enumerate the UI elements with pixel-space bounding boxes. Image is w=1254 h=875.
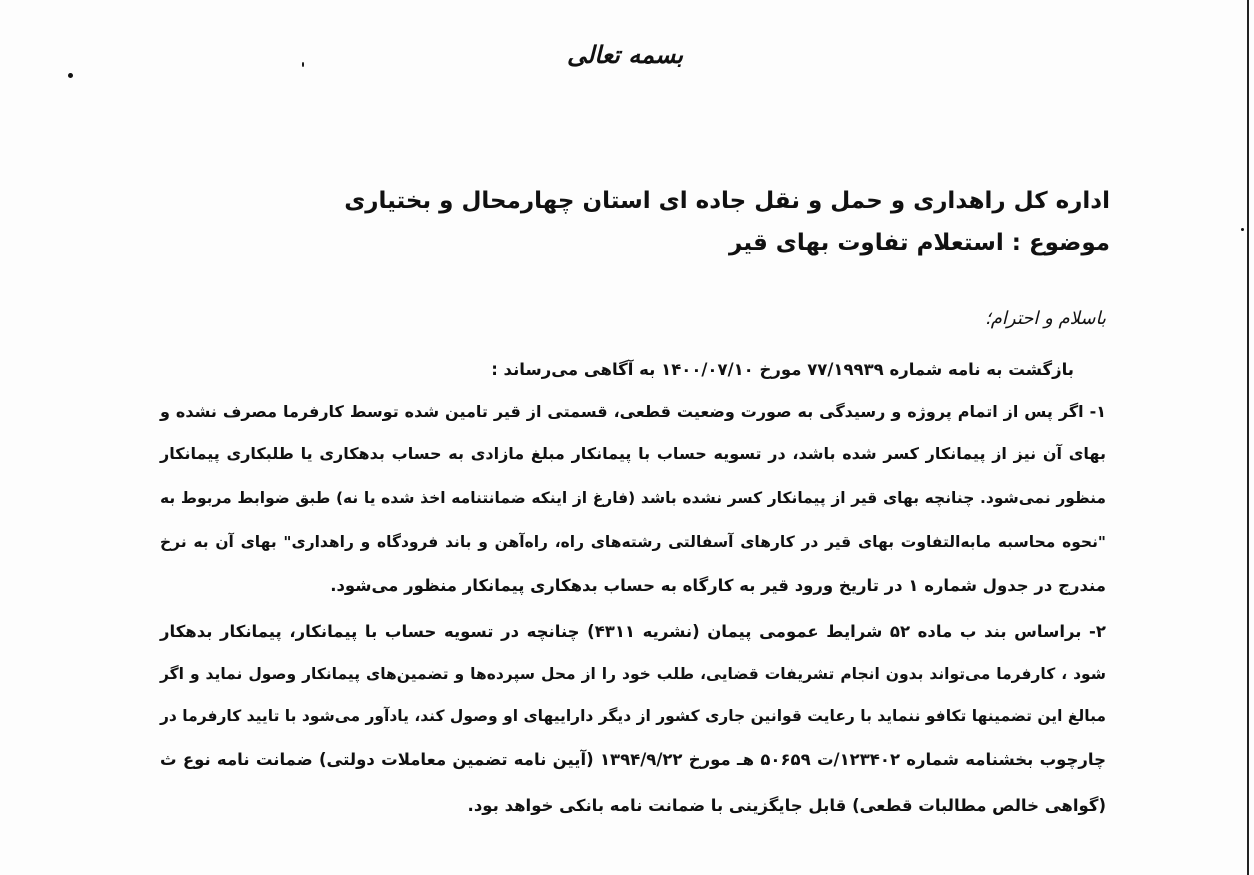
paragraph2-line: (گواهی خالص مطالبات قطعی) قابل جایگزینی با ضمانت نامه بانکی خواهد بود.	[467, 796, 1106, 815]
scan-speck	[68, 73, 73, 78]
paragraph1-line: ۱- اگر پس از اتمام پروژه و رسیدگی به صورت وضعیت قطعی، قسمتی از قیر تامین شده توسط کارفرما مصرف نشده و	[160, 402, 1106, 421]
paragraph1-line: بهای آن نیز از پیمانکار کسر شده باشد، در تسویه حساب با پیمانکار مبلغ مازادی به حساب بدهکاری یا طلبکاری پیمانکار	[160, 444, 1106, 463]
subject-heading: موضوع : استعلام تفاوت بهای قیر	[729, 230, 1110, 256]
paragraph1-line: "نحوه محاسبه مابه‌التفاوت بهای قیر در کارهای آسفالتی رشته‌های راه، راه‌آهن و باند فرودگاه و راهداری" بهای آن به نرخ	[160, 533, 1106, 551]
paragraph1-line: مندرج در جدول شماره ۱ در تاریخ ورود قیر به کارگاه به حساب بدهکاری پیمانکار منظور می‌شود.	[330, 576, 1106, 595]
header-invocation: بسمه تعالی	[566, 40, 684, 69]
paragraph2-line: چارچوب بخشنامه شماره ۱۲۳۴۰۲/ت ۵۰۶۵۹ هـ مورخ ۱۳۹۴/۹/۲۲ (آیین نامه تضمین معاملات دولتی) ضمانت نامه نوع ث	[160, 750, 1106, 769]
salutation: باسلام و احترام؛	[985, 308, 1106, 329]
scan-speck	[302, 62, 304, 67]
paragraph2-line: مبالغ این تضمینها تکافو ننماید با رعایت قوانین جاری کشور از دیگر داراییهای او وصول کند، یادآور می‌شود با تایید کارفرما در	[160, 707, 1106, 725]
scan-edge-line	[1247, 0, 1249, 875]
recipient-heading: اداره کل راهداری و حمل و نقل جاده ای استان چهارمحال و بختیاری	[344, 188, 1110, 214]
scan-speck	[1241, 228, 1244, 231]
paragraph2-line: ۲- براساس بند ب ماده ۵۲ شرایط عمومی پیمان (نشریه ۴۳۱۱) چنانچه در تسویه حساب با پیمانکار، پیمانکار بدهکار	[160, 622, 1106, 641]
paragraph2-line: شود ، کارفرما می‌تواند بدون انجام تشریفات قضایی، طلب خود را از محل سپرده‌ها و تضمین‌های پیمانکار وصول نماید و اگر	[160, 665, 1106, 683]
intro-line: بازگشت به نامه شماره ۷۷/۱۹۹۳۹ مورخ ۱۴۰۰/۰۷/۱۰ به آگاهی می‌رساند :	[491, 360, 1074, 379]
paragraph1-line: منظور نمی‌شود. چنانچه بهای قیر از پیمانکار کسر نشده باشد (فارغ از اینکه ضمانتنامه اخذ شده یا نه) طبق ضوابط مربوط به	[160, 489, 1106, 507]
